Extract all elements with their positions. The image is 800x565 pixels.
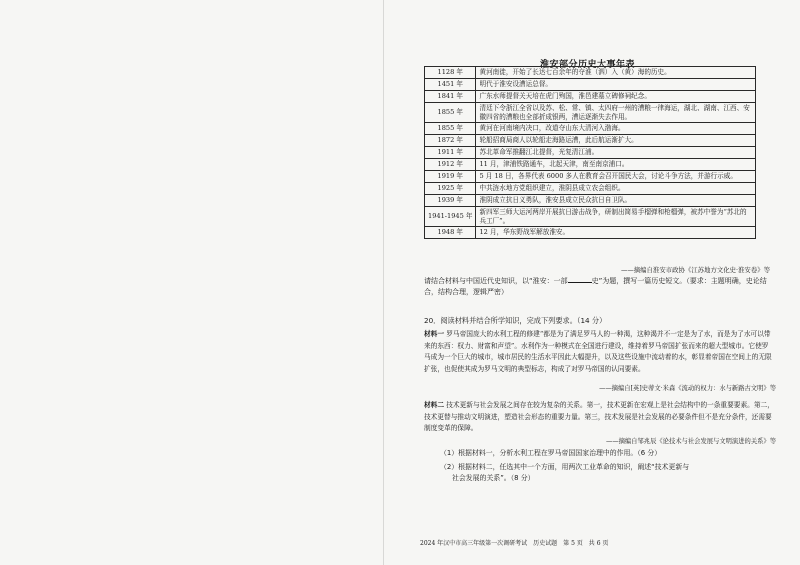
essay-task-text-a: 请结合材料与中国近代史知识，以“淮安：一部	[424, 277, 568, 285]
event-text: 苏北革命军推翻江北提督，光复清江浦。	[476, 147, 756, 159]
material-one-source: ——摘编自[英]史蒂文·米森《流动的权力：水与新路古文明》等	[599, 385, 776, 392]
event-row	[425, 227, 756, 239]
event-year: 1919 年	[425, 171, 476, 183]
material-one	[424, 329, 774, 376]
event-row	[425, 171, 756, 183]
event-row	[425, 194, 756, 206]
event-text: 黄河在河南境内决口，改道夺山东大清河入渤海。	[476, 123, 756, 135]
event-text: 12 月，华东野战军解放淮安。	[476, 227, 756, 239]
event-year: 1872 年	[425, 135, 476, 147]
event-year: 1948 年	[425, 227, 476, 239]
essay-task-text-b: 史”为题，撰写一篇历史短文。（要求：主题明确，史论结合，结构合理，逻辑严密）	[424, 277, 767, 297]
material-one-text: 罗马帝国庞大的水利工程的修建“都是为了满足罗马人的一种渴，这种渴并不一定是为了水，而是为了水可以带来的东西：权力、财富和声望”。水利作为一种模式在全国进行建设，维持着罗马帝国扩张而来的超大型城市。它使罗马成为一个巨大的城市，城市居民的生活水平因此大幅提升，以及这些设施中流动着的水，彰显着帝国在空间上的无限扩张，也促使其成为罗马文明的典型标志，构成了对罗马帝国的认同要素。	[424, 330, 772, 374]
event-year: 1855 年	[425, 123, 476, 135]
table-title: 淮安部分历史大事年表	[539, 60, 635, 70]
sub-question-2	[440, 462, 770, 484]
event-row	[425, 182, 756, 194]
essay-task	[424, 276, 774, 298]
sub-question-1: （1）根据材料一，分析水利工程在罗马帝国国家治理中的作用。（6 分）	[440, 449, 662, 457]
event-text: 轮船招商局商人以轮船走海路运漕，此后航运渐扩大。	[476, 135, 756, 147]
page-fold-line	[383, 0, 384, 565]
material-two-source: ——摘编自邹兆辰《论技术与社会发展与文明演进的关系》等	[605, 438, 776, 445]
sub-question-2-line-a: （2）根据材料二，任选其中一个方面，用两次工业革命的知识，阐述“技术更新与	[440, 463, 690, 471]
page-footer: 2024 年汉中市高三年级第一次调研考试 历史试题 第 5 页 共 6 页	[420, 540, 609, 547]
event-year: 1128 年	[425, 67, 476, 79]
table-source: ——摘编自淮安市政协《江苏地方文化史·淮安卷》等	[620, 266, 770, 274]
event-text: 11 月，津浦铁路通车，北起天津，南至南京浦口。	[476, 159, 756, 171]
event-year: 1451 年	[425, 78, 476, 90]
event-row	[425, 67, 756, 79]
event-text: 淮阴成立抗日义勇队，淮安县成立民众抗日自卫队。	[476, 194, 756, 206]
fill-blank	[568, 276, 592, 283]
event-row	[425, 206, 756, 227]
event-year: 1939 年	[425, 194, 476, 206]
event-text: 广东水师提督关天培在虎门殉国，淮邑建墓立碑修祠纪念。	[476, 90, 756, 102]
material-one-label: 材料一	[424, 330, 445, 338]
material-two-label: 材料二	[424, 401, 445, 409]
event-year: 1925 年	[425, 182, 476, 194]
question-20-heading: 20．阅读材料并结合所学知识，完成下列要求。（14 分）	[424, 316, 607, 325]
event-row	[425, 159, 756, 171]
event-text: 清廷下令浙江全省以及苏、松、常、镇、太四府一州的漕粮一律海运，湖北、湖南、江西、安徽四省的漕粮也全部折成银两，漕运逐渐失去作用。	[476, 102, 756, 123]
events-table	[424, 66, 756, 239]
event-text: 黄河南徙，开始了长达七百余年的夺淮（泗）入（黄）海的历史。	[476, 67, 756, 79]
event-text: 新四军三师大运河两岸开展抗日游击战争，研制出简易手榴弹和枪榴弹，被苏中誉为“苏北的兵工厂”。	[476, 206, 756, 227]
material-two-text: 技术更新与社会发展之间存在较为复杂的关系。第一，技术更新在宏观上是社会结构中的一条重要要素。第二，技术更替与推动文明演进，塑造社会形态的重要力量。第三，技术发展是社会发展的必要条件但不是充分条件，还需要制度变革的保障。	[424, 401, 774, 433]
event-row	[425, 90, 756, 102]
event-row	[425, 123, 756, 135]
event-text: 中共涟水地方党组织建立，淮阴县成立农会组织。	[476, 182, 756, 194]
event-year: 1855 年	[425, 102, 476, 123]
material-two	[424, 400, 774, 435]
event-row	[425, 135, 756, 147]
event-year: 1912 年	[425, 159, 476, 171]
event-row	[425, 147, 756, 159]
sub-question-2-line-b: 社会发展的关系”。（8 分）	[452, 474, 535, 483]
event-year: 1841 年	[425, 90, 476, 102]
event-year: 1941-1945 年	[425, 206, 476, 227]
event-text: 明代于淮安设漕运总督。	[476, 78, 756, 90]
event-text: 5 月 18 日，各界代表 6000 多人在教育会召开国民大会，讨论斗争方法，并游行示威。	[476, 171, 756, 183]
event-year: 1911 年	[425, 147, 476, 159]
event-row	[425, 102, 756, 123]
event-row	[425, 78, 756, 90]
